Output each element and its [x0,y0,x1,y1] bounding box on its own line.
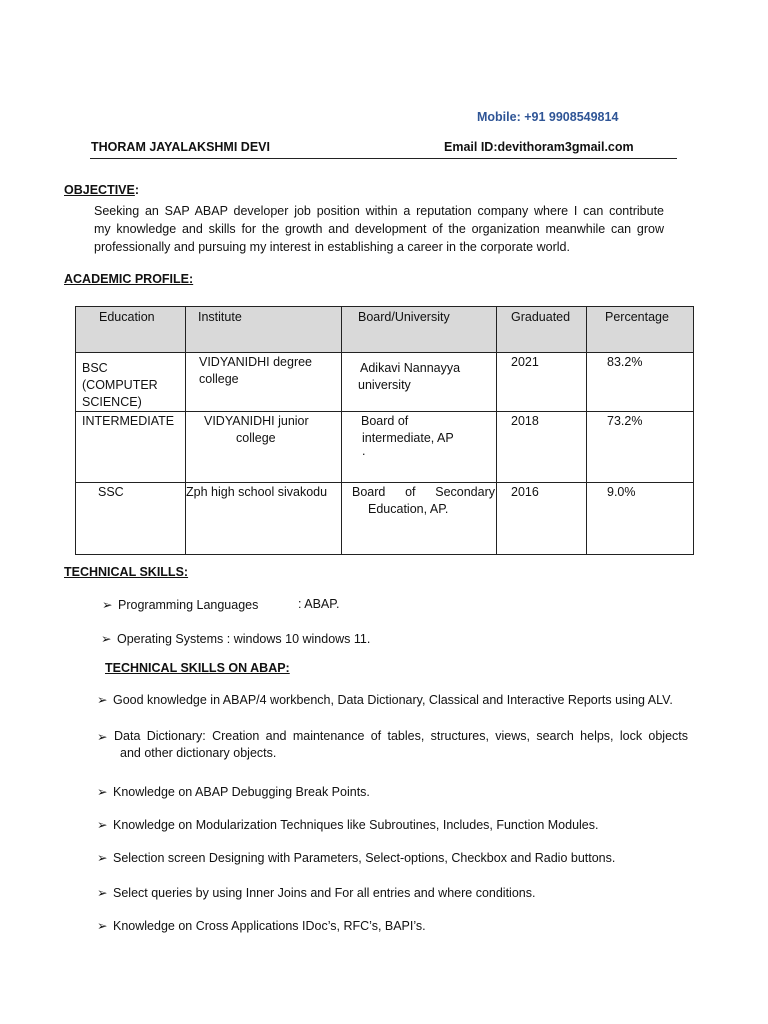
candidate-name: THORAM JAYALAKSHMI DEVI [91,140,270,154]
header-divider [90,158,677,159]
arrow-bullet-icon: ➢ [101,632,112,646]
objective-text [94,202,664,256]
objective-line: professionally and pursuing my interest in establishing a career in the corporate world. [94,240,570,254]
table-cell: Adikavi Nannayya university [342,353,497,412]
table-cell: VIDYANIDHI degree college [186,353,342,412]
arrow-bullet-icon: ➢ [97,886,108,900]
table-cell: Zph high school sivakodu [186,483,342,555]
table-cell: 9.0% [587,483,694,555]
list-item: ➢ Knowledge on ABAP Debugging Break Points. [97,785,370,799]
list-item: ➢ Good knowledge in ABAP/4 workbench, Data Dictionary, Classical and Interactive Reports using ALV. [97,693,673,707]
table-cell: BSC (COMPUTER SCIENCE) [76,353,186,412]
table-cell: 73.2% [587,412,694,483]
arrow-bullet-icon: ➢ [102,598,113,612]
arrow-bullet-icon: ➢ [97,730,108,744]
arrow-bullet-icon: ➢ [97,785,108,799]
column-header: Education [76,307,186,353]
table-row [76,353,694,412]
list-item: ➢ Knowledge on Modularization Techniques like Subroutines, Includes, Function Modules. [97,818,599,832]
table-cell: INTERMEDIATE [76,412,186,483]
table-cell: SSC [76,483,186,555]
table-cell: Board of Secondary Education, AP. [342,483,497,555]
table-header-row [76,307,694,353]
table-row [76,412,694,483]
mobile-number: Mobile: +91 9908549814 [477,110,619,124]
list-item: ➢ Data Dictionary: Creation and maintenance of tables, structures, views, search helps, lock objects and other dictionary objects. [97,729,688,760]
arrow-bullet-icon: ➢ [97,693,108,707]
column-header: Institute [186,307,342,353]
table-cell: 2016 [497,483,587,555]
column-header: Graduated [497,307,587,353]
objective-colon: : [134,183,140,197]
list-item: ➢ Operating Systems : windows 10 windows 11. [101,632,371,646]
academic-heading: ACADEMIC PROFILE: [64,272,194,286]
academic-table [75,306,694,555]
list-item: ➢ Knowledge on Cross Applications IDoc’s, RFC’s, BAPI’s. [97,919,426,933]
table-row [76,483,694,555]
email-address: Email ID:devithoram3gmail.com [444,140,634,154]
column-header: Percentage [587,307,694,353]
table-cell: 2021 [497,353,587,412]
objective-heading: OBJECTIVE [64,183,135,197]
list-item: ➢ Selection screen Designing with Parameters, Select-options, Checkbox and Radio buttons. [97,851,616,865]
table-cell: 2018 [497,412,587,483]
arrow-bullet-icon: ➢ [97,818,108,832]
objective-line: Seeking an SAP ABAP developer job position within a reputation company where I can contribute [94,204,664,218]
arrow-bullet-icon: ➢ [97,851,108,865]
objective-line: my knowledge and skills for the growth and development of the organization meanwhile can grow [94,222,664,236]
column-header: Board/University [342,307,497,353]
table-cell: VIDYANIDHI junior college [186,412,342,483]
skill-value: : ABAP. [298,597,340,611]
table-cell: Board of intermediate, AP . [342,412,497,483]
objective-heading-wrap [64,183,139,197]
arrow-bullet-icon: ➢ [97,919,108,933]
list-item: ➢ Select queries by using Inner Joins and For all entries and where conditions. [97,886,536,900]
technical-skills-heading: TECHNICAL SKILLS: [64,565,189,579]
list-item: ➢ Programming Languages [102,598,259,612]
abap-skills-heading: TECHNICAL SKILLS ON ABAP: [105,661,290,675]
table-cell: 83.2% [587,353,694,412]
